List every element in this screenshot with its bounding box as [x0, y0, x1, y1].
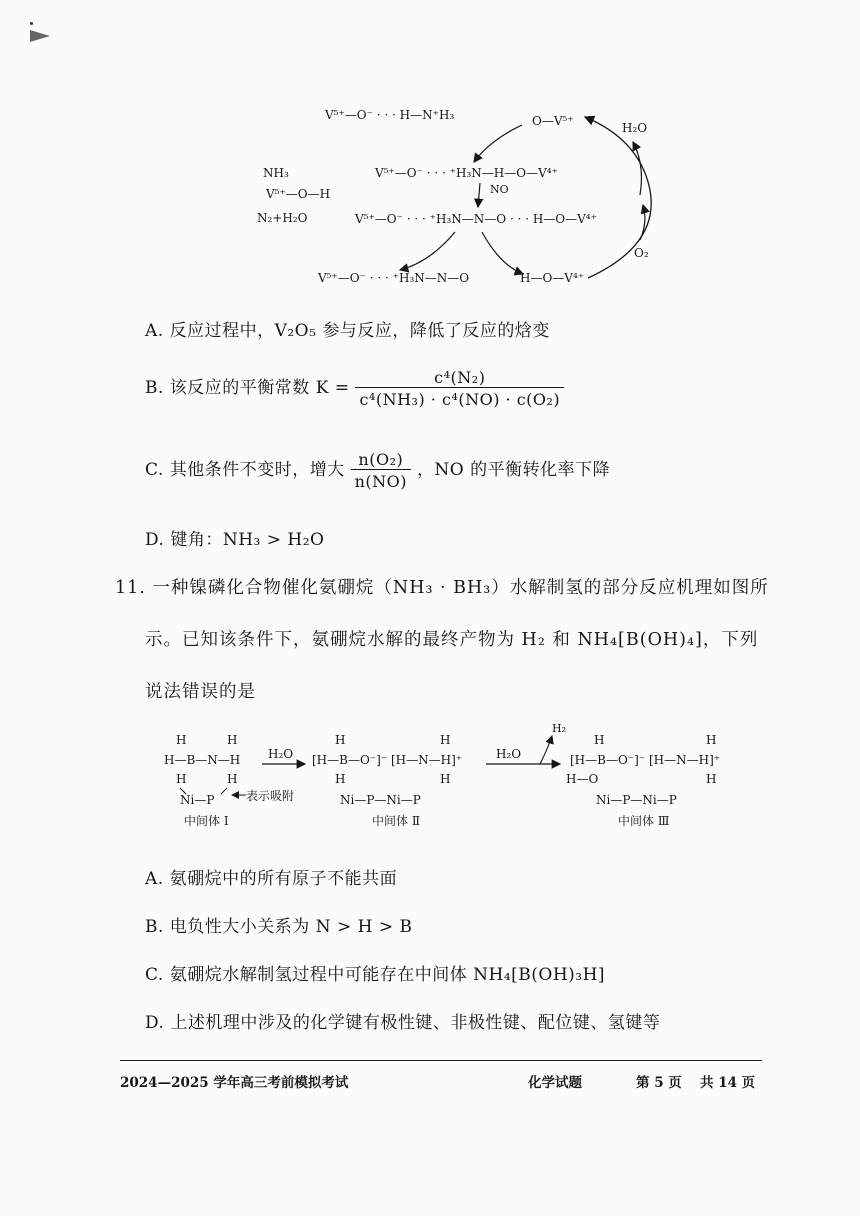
intermediate-3-label: 中间体 Ⅲ — [618, 814, 670, 828]
cycle-step-2: V⁵⁺—O⁻ · · · ⁺H₃N—H—O—V⁴⁺ — [375, 166, 558, 180]
intermediate-3-structure — [566, 733, 720, 807]
intermediate-1-structure — [164, 733, 240, 807]
footer-page-number: 第 5 页 — [636, 1075, 682, 1091]
cycle-o2: O₂ — [634, 246, 649, 260]
q11-option-c: C. 氨硼烷水解制氢过程中可能存在中间体 NH₄[B(OH)₃H] — [145, 965, 606, 985]
svg-text:[H—B—O⁻]⁻ [H—N—H]⁺: [H—B—O⁻]⁻ [H—N—H]⁺ — [312, 753, 463, 767]
q11-stem-line-1: 11. 一种镍磷化合物催化氨硼烷（NH₃ · BH₃）水解制氢的部分反应机理如图所 — [115, 578, 769, 598]
h2-product-label: H₂ — [552, 722, 567, 735]
intermediate-1-label: 中间体 Ⅰ — [184, 814, 229, 828]
cycle-step-3: V⁵⁺—O⁻ · · · ⁺H₃N—N—O · · · H—O—V⁴⁺ — [355, 212, 597, 226]
cycle-top-species: O—V⁵⁺ — [532, 114, 574, 128]
mechanism-diagram — [0, 720, 860, 840]
svg-text:Ni—P: Ni—P — [180, 793, 215, 807]
reaction-cycle-diagram — [0, 0, 860, 300]
q10-option-b-prefix: B. 该反应的平衡常数 K = — [145, 378, 350, 398]
footer-exam-name: 2024—2025 学年高三考前模拟考试 — [120, 1075, 349, 1091]
q10-b-numerator: c⁴(N₂) — [434, 368, 486, 387]
footer-subject: 化学试题 — [528, 1075, 582, 1091]
h2o-arrow-2-label: H₂O — [496, 747, 522, 761]
q10-c-numerator: n(O₂) — [358, 450, 404, 469]
svg-text:H—B—N—H: H—B—N—H — [164, 753, 241, 767]
q10-option-c-prefix: C. 其他条件不变时，增大 — [145, 460, 345, 480]
q10-option-d: D. 键角：NH₃ > H₂O — [145, 530, 325, 550]
footer-total-pages: 共 14 页 — [700, 1075, 756, 1091]
q10-b-denominator: c⁴(NH₃) · c⁴(NO) · c(O₂) — [355, 387, 564, 409]
svg-text:[H—B—O⁻]⁻ [H—N—H]⁺: [H—B—O⁻]⁻ [H—N—H]⁺ — [570, 753, 721, 767]
cycle-left-1: NH₃ — [263, 166, 289, 180]
svg-text:H: H — [176, 772, 187, 786]
intermediate-2-structure — [312, 733, 462, 807]
svg-text:H: H — [335, 733, 346, 747]
q11-stem-line-2: 示。已知该条件下，氨硼烷水解的最终产物为 H₂ 和 NH₄[B(OH)₄]，下列 — [145, 630, 759, 650]
cycle-step-4: V⁵⁺—O⁻ · · · ⁺H₃N—N—O — [318, 271, 470, 285]
q11-option-b: B. 电负性大小关系为 N > H > B — [145, 917, 413, 937]
svg-text:Ni—P—Ni—P: Ni—P—Ni—P — [340, 793, 421, 807]
q10-option-c — [145, 450, 610, 491]
cycle-left-3: N₂+H₂O — [257, 211, 308, 225]
q10-equilibrium-fraction — [355, 368, 564, 409]
cycle-step-5: H—O—V⁴⁺ — [520, 271, 585, 285]
q10-option-a: A. 反应过程中，V₂O₅ 参与反应，降低了反应的焓变 — [145, 321, 550, 341]
svg-text:H—O: H—O — [566, 772, 599, 786]
cycle-step-1: V⁵⁺—O⁻ · · · H—N⁺H₃ — [325, 108, 455, 122]
svg-text:H: H — [227, 733, 238, 747]
q11-option-a: A. 氨硼烷中的所有原子不能共面 — [145, 869, 398, 889]
svg-text:H: H — [227, 772, 238, 786]
svg-text:H: H — [440, 733, 451, 747]
intermediate-2-label: 中间体 Ⅱ — [372, 814, 420, 828]
q10-c-denominator: n(NO) — [351, 469, 411, 491]
q10-option-b — [145, 368, 564, 409]
svg-text:H: H — [706, 772, 717, 786]
q10-ratio-fraction — [351, 450, 411, 491]
svg-text:H: H — [176, 733, 187, 747]
cycle-left-2: V⁵⁺—O—H — [266, 187, 331, 201]
cycle-h2o: H₂O — [622, 121, 648, 135]
svg-text:H: H — [594, 733, 605, 747]
svg-text:Ni—P—Ni—P: Ni—P—Ni—P — [596, 793, 677, 807]
q11-stem-line-3: 说法错误的是 — [145, 682, 256, 702]
svg-text:H: H — [440, 772, 451, 786]
svg-text:H: H — [706, 733, 717, 747]
q10-option-c-suffix: ，NO 的平衡转化率下降 — [416, 460, 611, 480]
adsorb-label: 表示吸附 — [246, 789, 295, 803]
h2o-arrow-1-label: H₂O — [268, 747, 294, 761]
cycle-no-label: NO — [490, 183, 509, 196]
svg-text:H: H — [335, 772, 346, 786]
q11-option-d: D. 上述机理中涉及的化学键有极性键、非极性键、配位键、氢键等 — [145, 1013, 661, 1033]
footer-divider — [120, 1060, 762, 1061]
